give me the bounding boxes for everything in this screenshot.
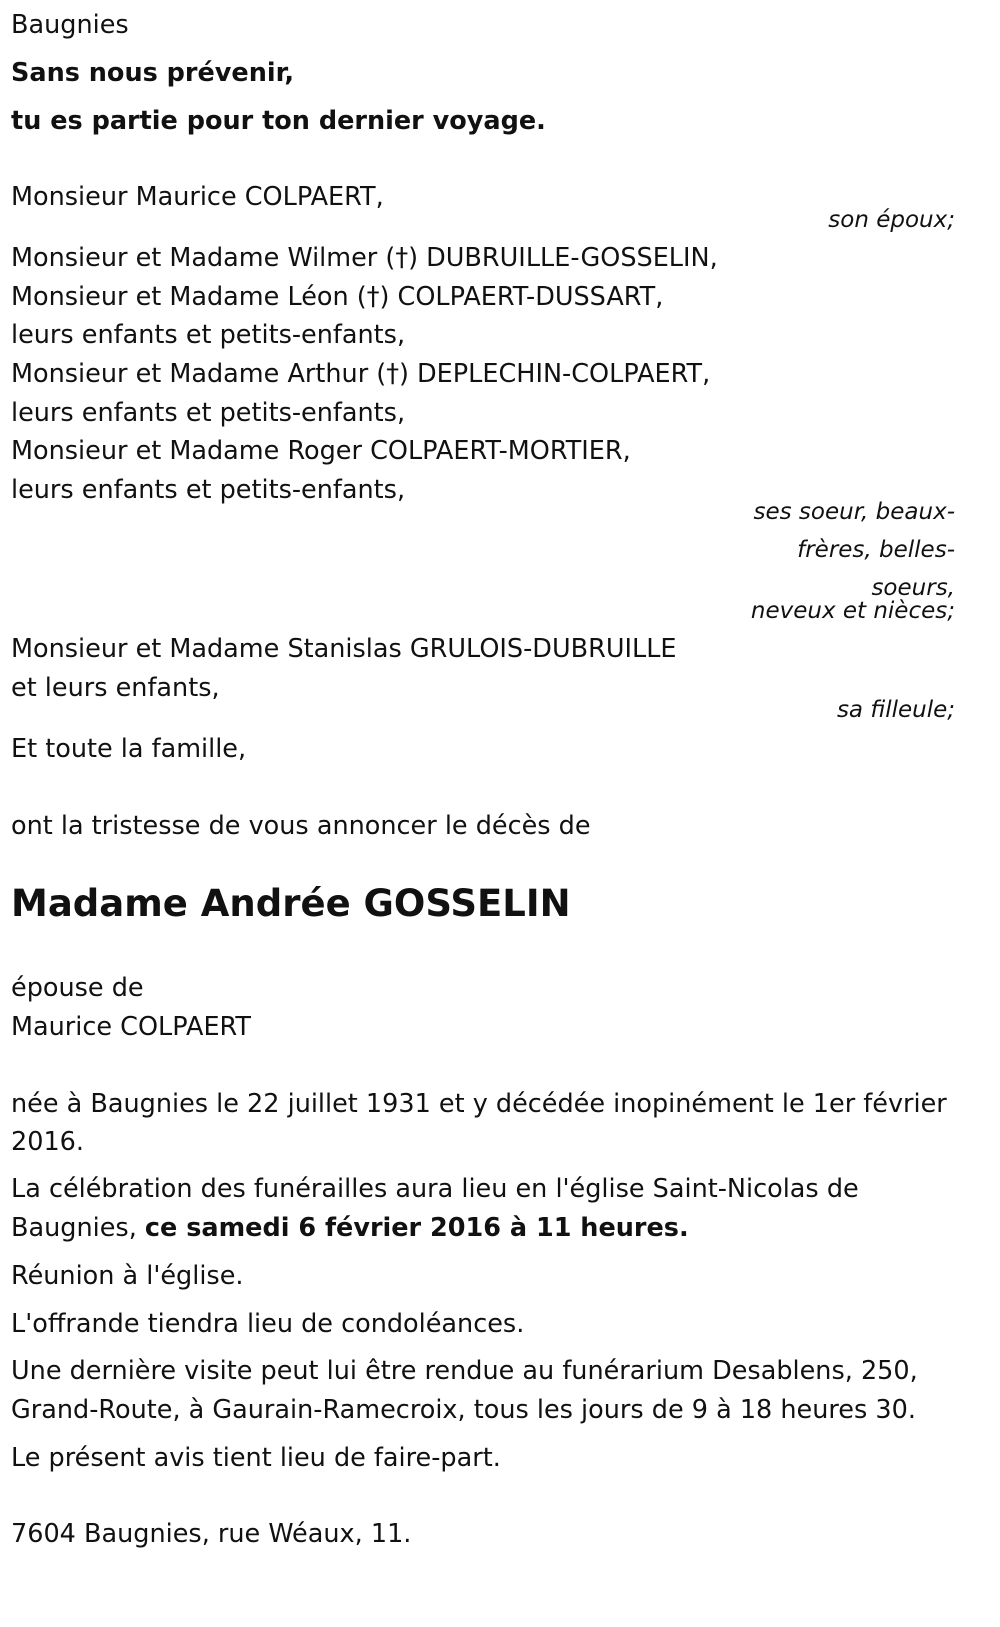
sibling-line: leurs enfants et petits-enfants, <box>11 320 406 350</box>
sibling-line: leurs enfants et petits-enfants, <box>11 475 406 505</box>
offering-line: L'offrande tiendra lieu de condoléances. <box>11 1309 525 1339</box>
siblings-role-line: frères, belles- <box>797 537 955 563</box>
sibling-line: Monsieur et Madame Arthur (†) DEPLECHIN-COLPAERT, <box>11 359 711 389</box>
visit-line: Grand-Route, à Gaurain-Ramecroix, tous les jours de 9 à 18 heures 30. <box>11 1395 916 1425</box>
notice-line: Le présent avis tient lieu de faire-part. <box>11 1443 501 1473</box>
goddaughter-line: Monsieur et Madame Stanislas GRULOIS-DUBRUILLE <box>11 634 677 664</box>
goddaughter-role: sa filleule; <box>836 697 955 723</box>
ceremony-place: Baugnies, <box>11 1213 145 1243</box>
ceremony-date-time: ce samedi 6 février 2016 à 11 heures. <box>144 1213 689 1243</box>
quote-line-2: tu es partie pour ton dernier voyage. <box>11 106 546 136</box>
siblings-role-line: neveux et nièces; <box>750 598 955 624</box>
address-line: 7604 Baugnies, rue Wéaux, 11. <box>11 1519 412 1549</box>
spouse-line: Monsieur Maurice COLPAERT, <box>11 182 384 212</box>
spouse-of-name: Maurice COLPAERT <box>11 1012 251 1042</box>
siblings-role-line: soeurs, <box>871 575 955 601</box>
sibling-line: leurs enfants et petits-enfants, <box>11 398 406 428</box>
ceremony-line <box>11 1213 689 1243</box>
spouse-of-line: épouse de <box>11 973 144 1003</box>
family-line: Et toute la famille, <box>11 734 247 764</box>
sibling-line: Monsieur et Madame Wilmer (†) DUBRUILLE-GOSSELIN, <box>11 243 718 273</box>
announcement-intro: ont la tristesse de vous annoncer le décès de <box>11 811 591 841</box>
birth-death-line: 2016. <box>11 1127 85 1157</box>
birth-death-line: née à Baugnies le 22 juillet 1931 et y décédée inopinément le 1er février <box>11 1089 947 1119</box>
deceased-name: Madame Andrée GOSSELIN <box>11 882 571 925</box>
meeting-line: Réunion à l'église. <box>11 1261 244 1291</box>
sibling-line: Monsieur et Madame Roger COLPAERT-MORTIER, <box>11 436 631 466</box>
goddaughter-line: et leurs enfants, <box>11 673 220 703</box>
visit-line: Une dernière visite peut lui être rendue au funérarium Desablens, 250, <box>11 1356 918 1386</box>
spouse-role: son époux; <box>828 207 955 233</box>
siblings-role-line: ses soeur, beaux- <box>753 499 955 525</box>
sibling-line: Monsieur et Madame Léon (†) COLPAERT-DUSSART, <box>11 282 664 312</box>
quote-line-1: Sans nous prévenir, <box>11 58 295 88</box>
place-header: Baugnies <box>11 10 129 40</box>
ceremony-line: La célébration des funérailles aura lieu en l'église Saint-Nicolas de <box>11 1174 859 1204</box>
